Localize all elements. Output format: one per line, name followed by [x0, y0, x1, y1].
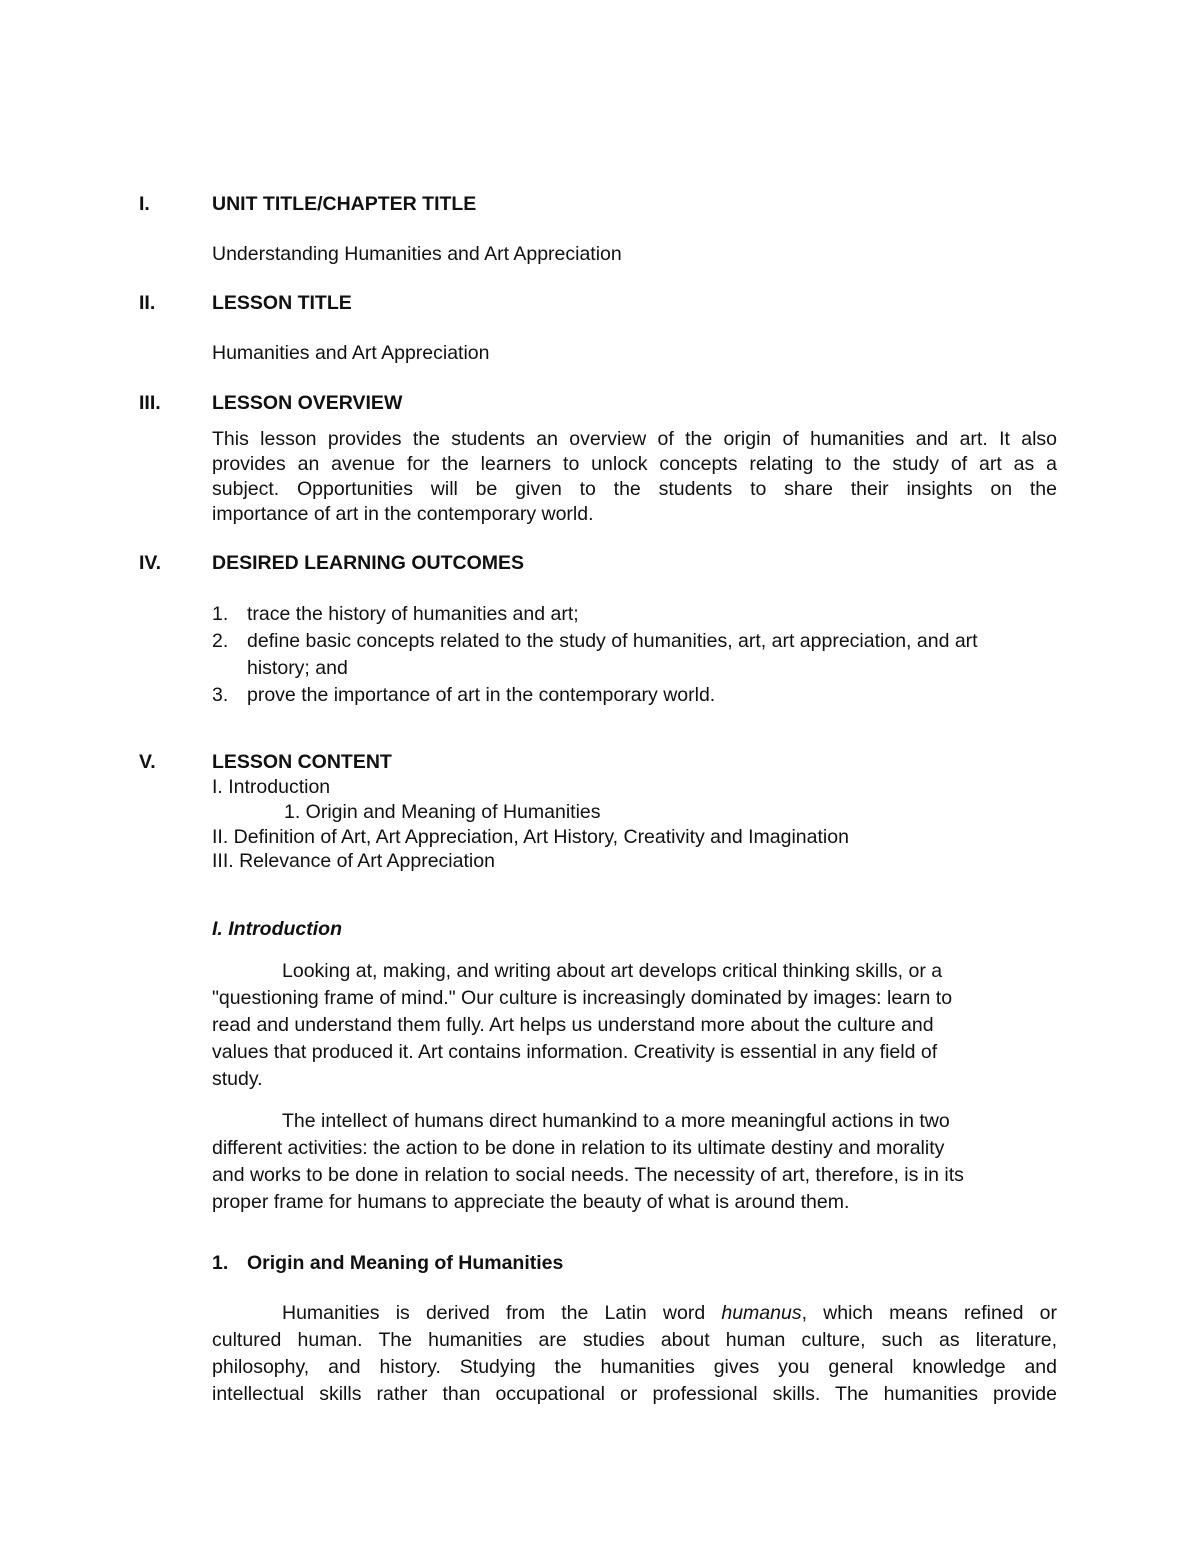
latin-word: humanus	[721, 1302, 802, 1324]
paragraph-line: study.	[212, 1068, 263, 1090]
paragraph-line: read and understand them fully. Art helps us understand more about the culture and	[212, 1014, 934, 1036]
origin-paragraph	[212, 1300, 1057, 1408]
paragraph-line: subject. Opportunities will be given to the students to share their insights on the	[212, 478, 1057, 500]
section-2-heading: LESSON TITLE	[212, 292, 352, 314]
paragraph-line	[212, 1300, 1057, 1327]
origin-heading: Origin and Meaning of Humanities	[247, 1252, 564, 1274]
lesson-overview-paragraph	[212, 427, 1057, 527]
paragraph-line: and works to be done in relation to social needs. The necessity of art, therefore, is in its	[212, 1164, 964, 1186]
introduction-paragraph-1	[212, 958, 1057, 1093]
outcome-number: 2.	[212, 630, 229, 652]
section-2-body: Humanities and Art Appreciation	[212, 342, 490, 364]
outcome-item-continuation: history; and	[247, 657, 348, 679]
section-4-numeral: IV.	[139, 552, 162, 574]
outline-item: I. Introduction	[212, 776, 331, 798]
outcome-item: trace the history of humanities and art;	[247, 603, 579, 625]
paragraph-line: philosophy, and history. Studying the humanities gives you general knowledge and	[212, 1356, 1057, 1378]
paragraph-line: The intellect of humans direct humankind to a more meaningful actions in two	[282, 1110, 950, 1132]
section-5-heading: LESSON CONTENT	[212, 751, 392, 773]
paragraph-line: importance of art in the contemporary world.	[212, 503, 594, 525]
paragraph-line: values that produced it. Art contains information. Creativity is essential in any field of	[212, 1041, 938, 1063]
section-1-heading: UNIT TITLE/CHAPTER TITLE	[212, 193, 477, 215]
section-4-heading: DESIRED LEARNING OUTCOMES	[212, 552, 525, 574]
paragraph-line: provides an avenue for the learners to unlock concepts relating to the study of art as a	[212, 453, 1057, 475]
paragraph-line: This lesson provides the students an overview of the origin of humanities and art. It also	[212, 428, 1057, 450]
paragraph-line: Looking at, making, and writing about art develops critical thinking skills, or a	[282, 960, 943, 982]
outline-subitem: 1. Origin and Meaning of Humanities	[284, 801, 601, 823]
outcome-number: 3.	[212, 684, 229, 706]
introduction-paragraph-2	[212, 1108, 1057, 1216]
paragraph-line: intellectual skills rather than occupational or professional skills. The humanities provide	[212, 1383, 1057, 1405]
outline-item: II. Definition of Art, Art Appreciation, Art History, Creativity and Imagination	[212, 826, 849, 848]
introduction-heading: I. Introduction	[212, 918, 342, 940]
paragraph-text: Humanities is derived from the Latin word	[282, 1302, 722, 1324]
paragraph-line: cultured human. The humanities are studies about human culture, such as literature,	[212, 1329, 1057, 1351]
section-2-numeral: II.	[139, 292, 156, 314]
paragraph-text: , which means refined or	[801, 1302, 1057, 1324]
outcome-item: define basic concepts related to the study of humanities, art, art appreciation, and art	[247, 630, 978, 652]
paragraph-line: different activities: the action to be done in relation to its ultimate destiny and morality	[212, 1137, 945, 1159]
section-3-heading: LESSON OVERVIEW	[212, 392, 403, 414]
section-1-body: Understanding Humanities and Art Appreciation	[212, 243, 622, 265]
section-3-numeral: III.	[139, 392, 161, 414]
section-1-numeral: I.	[139, 193, 150, 215]
origin-number: 1.	[212, 1252, 229, 1274]
paragraph-line: "questioning frame of mind." Our culture is increasingly dominated by images: learn to	[212, 987, 953, 1009]
paragraph-line: proper frame for humans to appreciate the beauty of what is around them.	[212, 1191, 850, 1213]
outline-item: III. Relevance of Art Appreciation	[212, 850, 495, 872]
outcome-number: 1.	[212, 603, 229, 625]
section-5-numeral: V.	[139, 751, 156, 773]
outcome-item: prove the importance of art in the contemporary world.	[247, 684, 716, 706]
